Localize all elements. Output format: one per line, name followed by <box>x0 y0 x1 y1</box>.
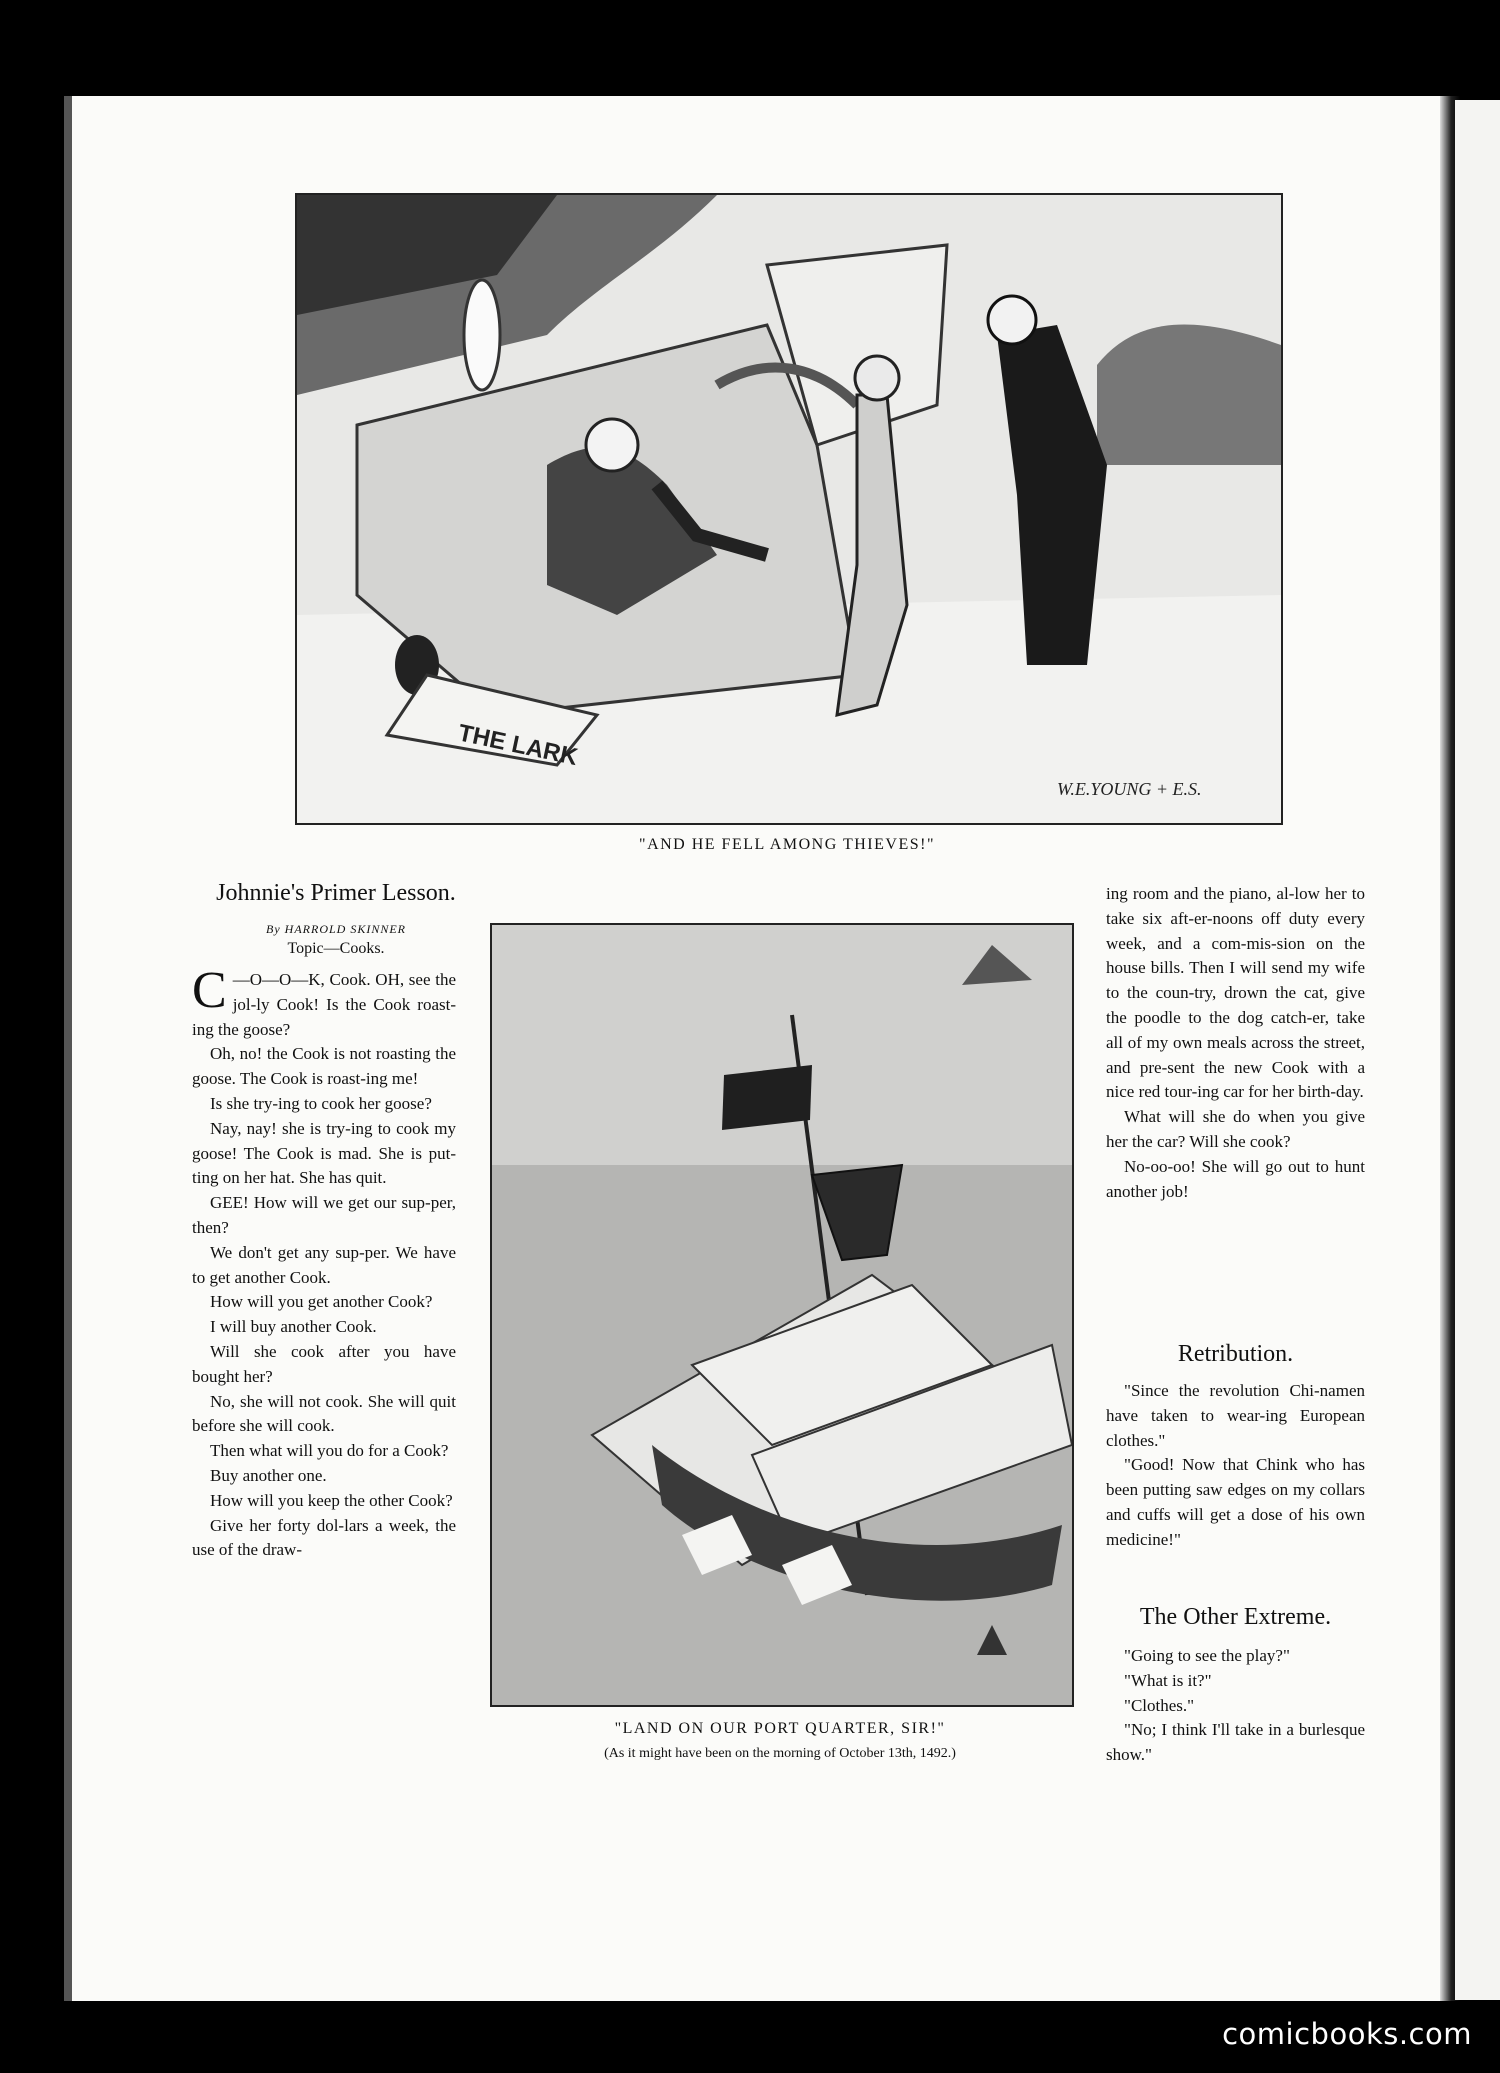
article2-para-1: "Good! Now that Chink who has been putting saw edges on my collars and cuffs will get a dose of his own medicine!" <box>1106 1455 1365 1549</box>
article3-body <box>1106 1644 1365 1768</box>
article1-continued-1: What will she do when you give her the car? Will she cook? <box>1106 1107 1365 1151</box>
top-illustration <box>295 193 1283 825</box>
article1-column-right <box>1106 882 1365 1204</box>
article1-continued-2: No-oo-oo! She will go out to hunt another job! <box>1106 1156 1365 1201</box>
article1-para-8: Will she cook after you have bought her? <box>192 1341 456 1386</box>
article1-para-2: Is she try-ing to cook her goose? <box>210 1093 432 1113</box>
article1-para-1: Oh, no! the Cook is not roasting the goose. The Cook is roast-ing me! <box>192 1044 456 1089</box>
article1-para-7: I will buy another Cook. <box>210 1317 377 1337</box>
article2-body <box>1106 1379 1365 1553</box>
article1-para-6: How will you get another Cook? <box>210 1292 433 1312</box>
article2-title: Retribution. <box>1177 1341 1294 1367</box>
dropcap-letter: C <box>192 962 227 1019</box>
article1-byline: By HARROLD SKINNER <box>266 922 406 936</box>
site-watermark: comicbooks.com <box>1222 2017 1472 2051</box>
article1-title: Johnnie's Primer Lesson. <box>216 880 456 906</box>
center-illustration-subcaption: (As it might have been on the morning of October 13th, 1492.) <box>604 1746 956 1761</box>
article1-topic: Topic—Cooks. <box>287 940 385 957</box>
article1-continued-0: ing room and the piano, al-low her to take six aft-er-noons off duty every week, and a com-mis-sion on the house bills. Then I will send my wife to the coun-try, drown the cat, give the poodle to the dog catch-er, take all of my own meals across the street, and pre-sent the new Cook with a nice red tour-ing car for her birth-day. <box>1106 884 1365 1102</box>
artist-signature: W.E.YOUNG + E.S. <box>1057 779 1202 799</box>
article2-para-0: "Since the revolution Chi-namen have taken to wear-ing European clothes." <box>1106 1381 1365 1450</box>
article1-para-10: Then what will you do for a Cook? <box>210 1441 449 1461</box>
article1-para-12: How will you keep the other Cook? <box>210 1490 453 1510</box>
article1-para-4: GEE! How will we get our sup-per, then? <box>192 1193 456 1237</box>
article1-para-11: Buy another one. <box>210 1465 327 1485</box>
article1-para-9: No, she will not cook. She will quit before she will cook. <box>192 1391 456 1436</box>
article3-para-3: "No; I think I'll take in a burlesque show." <box>1106 1720 1365 1765</box>
article3-para-2: "Clothes." <box>1124 1695 1195 1715</box>
article3-title: The Other Extreme. <box>1139 1604 1332 1630</box>
article3-para-0: "Going to see the play?" <box>1124 1646 1290 1665</box>
facing-page-edge <box>1455 100 1500 2000</box>
article1-column-left <box>192 962 456 1563</box>
article1-para-5: We don't get any sup-per. We have to get another Cook. <box>192 1242 456 1287</box>
article3-para-1: "What is it?" <box>1124 1670 1212 1690</box>
article1-para-13: Give her forty dol-lars a week, the use of the draw- <box>192 1515 456 1560</box>
article1-para-0: C —O—O—K, Cook. OH, see the jol-ly Cook! Is the Cook roast-ing the goose? <box>192 962 456 1039</box>
center-illustration-caption: "LAND ON OUR PORT QUARTER, SIR!" <box>614 1720 946 1737</box>
page-edge <box>64 96 72 2001</box>
article1-para-3: Nay, nay! she is try-ing to cook my goose! The Cook is mad. She is put-ting on her hat. She has quit. <box>192 1118 456 1188</box>
plane-name-text: THE LARK <box>455 719 581 772</box>
center-illustration <box>490 923 1074 1707</box>
top-illustration-caption: "AND HE FELL AMONG THIEVES!" <box>639 836 935 853</box>
